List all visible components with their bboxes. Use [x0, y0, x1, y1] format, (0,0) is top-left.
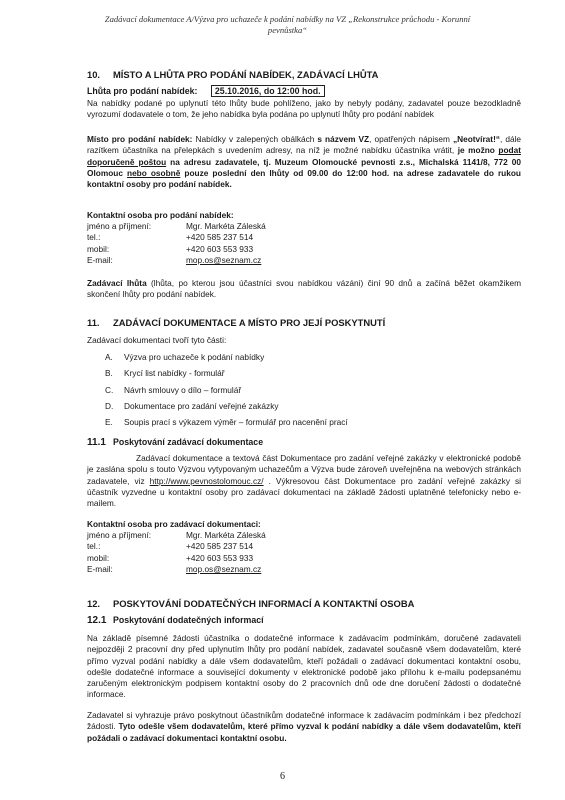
- contact-title-11: Kontaktní osoba pro zadávací dokumentaci:: [87, 519, 261, 529]
- website-link[interactable]: http://www.pevnostolomouc.cz/: [149, 475, 264, 486]
- subsection-title: Poskytování dodatečných informací: [113, 615, 264, 625]
- additional-info-paragraph-2: [87, 710, 521, 744]
- place-bold-4: na adresu zadavatele, tj. Muzeum Olomoucké pevnosti z.s., Michalská 1141/8, 772 00 Olomouc: [87, 156, 522, 178]
- contact-row: [87, 244, 266, 255]
- section-11-heading: [87, 317, 385, 328]
- tender-period-paragraph: [87, 278, 521, 301]
- provision-paragraph: [87, 453, 521, 509]
- list-item: [105, 382, 348, 398]
- contact-email-link[interactable]: mop.os@seznam.cz: [186, 254, 262, 265]
- place-bold-2: „Neotvírat!“: [452, 134, 500, 144]
- section-title: POSKYTOVÁNÍ DODATEČNÝCH INFORMACÍ A KONTAKTNÍ OSOBA: [113, 598, 415, 609]
- place-underlined-1: podat doporučeně poštou: [87, 145, 521, 167]
- list-item: [105, 349, 348, 365]
- contact-row: [87, 530, 266, 541]
- page-number: 6: [280, 771, 285, 782]
- place-text-2: , opatřených nápisem: [369, 134, 453, 144]
- paragraph-bold-text: Tyto odešle všem dodavatelům, které přímo vyzval k podání nabídky a dále všem dodavatelům, kteří požádali o zadávací dokumentaci kontaktní osobu.: [87, 721, 521, 743]
- contact-row: [87, 221, 266, 232]
- contact-key: E-mail:: [87, 254, 113, 265]
- late-offer-paragraph: Na nabídky podané po uplynutí této lhůty bude pohlíženo, jako by nebyly podány, zadavatel pouze bezodkladně vyrozumí dodavatele o tom, že jeho nabídka byla podána po uplynutí lhůty pro podání nabídek: [87, 98, 521, 120]
- provision-text-1: Zadávací dokumentace a textová část Dokumentace pro zadání veřejné zakázky v elektronické podobě je zaslána spolu s touto Výzvou vytypovaným uchazečům a Výzva bude zároveň uveřejněna na webových stránkách zadavatele, viz: [87, 453, 521, 486]
- contact-row: [87, 541, 266, 552]
- contact-row: [87, 232, 266, 243]
- place-text-3: , dále razítkem účastníka na přelepkách s uvedením adresy, na níž je možné nabídku účastníka vrátit,: [87, 134, 522, 156]
- contact-key: jméno a příjmení:: [87, 221, 152, 231]
- contact-key: jméno a příjmení:: [87, 530, 152, 540]
- list-text: Dokumentace pro zadání veřejné zakázky: [124, 400, 279, 411]
- list-item: [105, 398, 348, 414]
- docs-intro: Zadávací dokumentaci tvoří tyto části:: [87, 335, 227, 345]
- contact-value: Mgr. Markéta Záleská: [186, 221, 266, 231]
- list-letter: C.: [105, 384, 114, 395]
- list-letter: B.: [105, 368, 113, 379]
- tender-period-text: (lhůta, po kterou jsou účastníci svou nabídkou vázáni) činí 90 dnů a začíná běžet okamžikem skončení lhůty pro podání nabídek.: [87, 278, 521, 300]
- section-number: 11.: [87, 317, 100, 328]
- place-underlined-2: nebo osobně: [127, 167, 181, 178]
- deadline-line: [87, 86, 325, 97]
- list-item: [105, 365, 348, 381]
- contact-value: +420 585 237 514: [186, 541, 254, 552]
- contact-key: tel.:: [87, 541, 101, 552]
- place-bold-5: pouze poslední den lhůty od 09.00 do 12:00 hod. na adrese zadavatele do rukou kontaktní osoby pro podání nabídek.: [87, 167, 521, 190]
- contact-value: +420 603 553 933: [186, 552, 254, 563]
- subsection-number: 11.1: [87, 437, 106, 448]
- contact-row: [87, 553, 266, 564]
- list-text: Návrh smlouvy o dílo – formulář: [124, 384, 242, 395]
- list-text: Soupis prací s výkazem výměr – formulář pro nacenění prací: [124, 417, 348, 428]
- list-letter: D.: [105, 400, 114, 411]
- list-letter: A.: [105, 352, 113, 362]
- place-paragraph: [87, 134, 521, 190]
- header-line-1: Zadávací dokumentace A/Výzva pro uchazeče k podání nabídky na VZ „Rekonstrukce průchodu - Korunní: [104, 14, 471, 24]
- list-item: [105, 414, 348, 430]
- section-title: ZADÁVACÍ DOKUMENTACE A MÍSTO PRO JEJÍ POSKYTNUTÍ: [113, 317, 386, 328]
- docs-list: [105, 349, 348, 430]
- provision-text-2: . Výkresovou část Dokumentace pro zadání veřejné zakázky si účastník vyzvedne u kontaktní osoby pro zadávací dokumentaci na základě žádosti uplatněné telefonicky nebo e-mailem.: [87, 475, 522, 509]
- contact-key: mobil:: [87, 552, 110, 563]
- deadline-label: Lhůta pro podání nabídek:: [87, 86, 198, 96]
- page-header: [60, 14, 515, 36]
- contact-block-10: [87, 221, 266, 266]
- contact-row: [87, 255, 266, 266]
- contact-value: Mgr. Markéta Záleská: [186, 530, 266, 540]
- header-line-2: pevnůstka“: [267, 25, 308, 35]
- contact-block-11: [87, 530, 266, 575]
- subsection-title: Poskytování zadávací dokumentace: [113, 437, 264, 447]
- subsection-11-1-heading: [87, 437, 263, 448]
- subsection-number: 12.1: [87, 615, 107, 626]
- list-letter: E.: [105, 417, 113, 428]
- deadline-value: 25.10.2016, do 12:00 hod.: [211, 85, 325, 97]
- section-title: MÍSTO A LHŮTA PRO PODÁNÍ NABÍDEK, ZADÁVACÍ LHŮTA: [113, 69, 379, 80]
- tender-period-label: Zadávací lhůta: [87, 278, 147, 288]
- list-text: Krycí list nabídky - formulář: [124, 368, 225, 379]
- contact-value: +420 603 553 933: [186, 243, 254, 254]
- subsection-12-1-heading: [87, 615, 264, 626]
- contact-row: [87, 564, 266, 575]
- section-number: 10.: [87, 69, 101, 80]
- place-bold-1: s názvem VZ: [317, 134, 370, 144]
- contact-key: mobil:: [87, 243, 110, 254]
- section-10-heading: [87, 69, 378, 80]
- contact-key: E-mail:: [87, 563, 113, 574]
- place-text-1: Nabídky v zalepených obálkách: [192, 134, 318, 144]
- paragraph-text: Zadavatel si vyhrazuje právo poskytnout účastníkům dodatečné informace k zadávacím podmínkám i bez předchozí žádosti.: [87, 710, 521, 732]
- section-12-heading: [87, 598, 414, 609]
- list-text: Výzva pro uchazeče k podání nabídky: [124, 352, 265, 362]
- place-label: Místo pro podání nabídek:: [87, 134, 193, 144]
- contact-title-10: Kontaktní osoba pro podání nabídek:: [87, 210, 234, 220]
- additional-info-paragraph-1: Na základě písemné žádosti účastníka o dodatečné informace k zadávacím podmínkám, doručené zadavateli nejpozději 2 pracovní dny před uplynutím lhůty pro podání nabídek, zadavatel současně všem dodavatelům, které přímo vyzval podání nabídky a dále všem dodavatelům, kteří požádali o zadávací dokumentaci kontaktní osobu, odešle dodatečné informace a související dokumenty v elektronické podobě jako přílohu k e-mailu podepsanému zaručeným elektronickým podpisem kontaktní osoby do 2 pracovních dnů ode dne doručení žádosti o dodatečné informace.: [87, 633, 521, 700]
- contact-email-link[interactable]: mop.os@seznam.cz: [186, 563, 262, 574]
- contact-value: +420 585 237 514: [186, 232, 254, 243]
- section-number: 12.: [87, 598, 101, 609]
- contact-key: tel.:: [87, 232, 101, 243]
- place-bold-3: je možno: [457, 145, 499, 156]
